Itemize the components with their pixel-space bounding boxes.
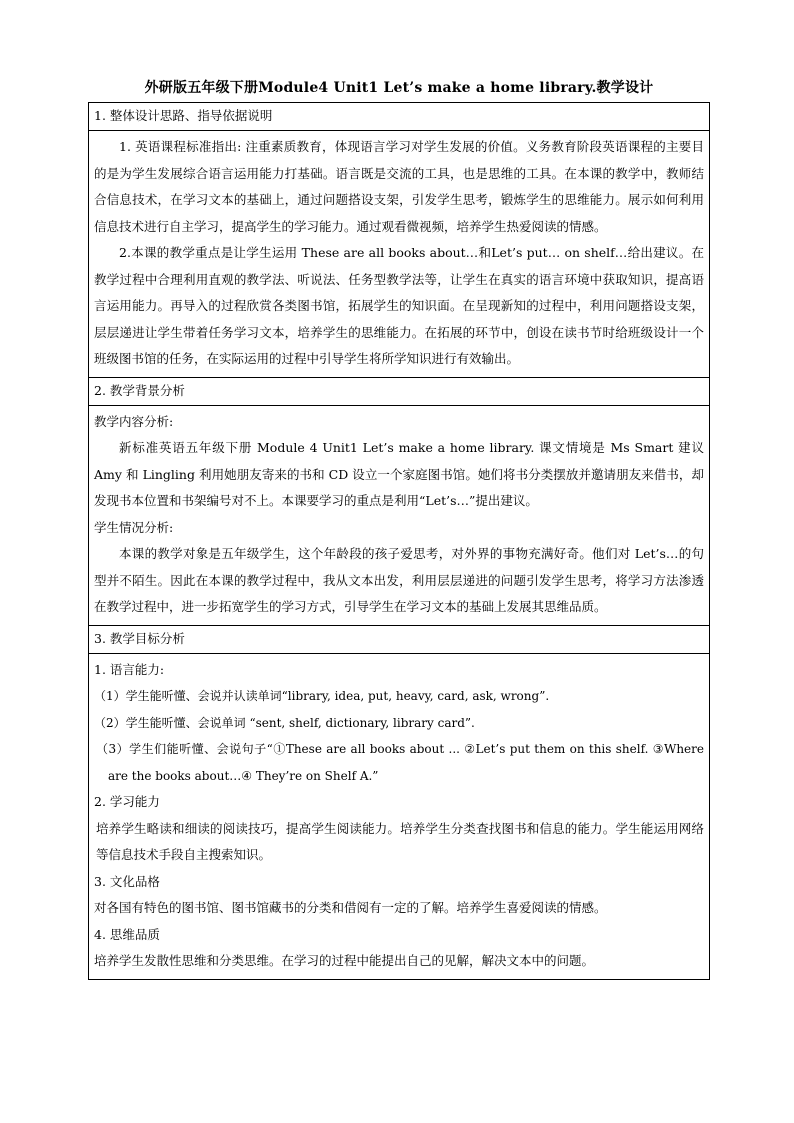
section-1-paragraph: 2.本课的教学重点是让学生运用 These are all books about…和Let’s put… on shelf…给出建议。在教学过程中合理利用直观的教学法、听说法、任务型教学法等，让学生在真实的语言环境中获取知识，提高语言运用能力。再导入的过程欣赏各类图书馆，拓展学生的知识面。在呈现新知的过程中，利用问题搭设支架，层层递进让学生带着任务学习文本，培养学生的思维能力。在拓展的环节中，创设在读书节时给班级设计一个班级图书馆的任务，在实际运用的过程中引导学生将所学知识进行有效输出。 (94, 245, 704, 366)
learning-ability-text: 培养学生略读和细读的阅读技巧，提高学生阅读能力。培养学生分类查找图书和信息的能力。学生能运用网络等信息技术手段自主搜索知识。 (96, 820, 704, 862)
thinking-label: 4. 思维品质 (94, 926, 160, 942)
content-analysis-text: 新标准英语五年级下册 Module 4 Unit1 Let’s make a home library. 课文情境是 Ms Smart 建议 Amy 和 Lingling 利用她朋友寄来的书和 CD 设立一个家庭图书馆。她们将书分类摆放并邀请朋友来借书，却发现书本位置和书架编号对不上。本课要学习的重点是利用“Let’s…”提出建议。 (94, 440, 704, 508)
document-title: 外研版五年级下册Module4 Unit1 Let’s make a home library.教学设计 (144, 80, 654, 96)
content-analysis-label: 教学内容分析: (94, 413, 174, 429)
section-3-heading: 3. 教学目标分析 (89, 625, 710, 653)
learning-ability-label: 2. 学习能力 (94, 794, 160, 809)
section-3-body (89, 653, 710, 979)
section-1-body (89, 131, 710, 378)
thinking-text: 培养学生发散性思维和分类思维。在学习的过程中能提出自己的见解，解决文本中的问题。 (94, 953, 595, 968)
language-ability-label: 1. 语言能力: (94, 661, 165, 677)
section-1-heading: 1. 整体设计思路、指导依据说明 (89, 103, 710, 131)
culture-label: 3. 文化品格 (94, 873, 160, 889)
section-2-body (89, 405, 710, 625)
culture-text: 对各国有特色的图书馆、图书馆藏书的分类和借阅有一定的了解。培养学生喜爱阅读的情感。 (94, 900, 607, 915)
objective-item: （3）学生们能听懂、会说句子“①These are all books about ... ②Let’s put them on this shelf. ③Where are the books about…④ They’re on Shelf A.” (96, 742, 704, 783)
section-1-paragraph: 1. 英语课程标准指出: 注重素质教育，体现语言学习对学生发展的价值。义务教育阶段英语课程的主要目的是为学生发展综合语言运用能力打基础。语言既是交流的工具，也是思维的工具。在本课的教学中，教师结合信息技术，在学习文本的基础上，通过问题搭设支架，引发学生思考，锻炼学生的思维能力。展示如何利用信息技术进行自主学习，提高学生的学习能力。通过观看微视频，培养学生热爱阅读的情感。 (94, 139, 704, 234)
objective-item: （2）学生能听懂、会说单词 “sent, shelf, dictionary, library card”. (94, 715, 475, 730)
objective-item: （1）学生能听懂、会说并认读单词“library, idea, put, heavy, card, ask, wrong”. (94, 689, 550, 703)
student-analysis-text: 本课的教学对象是五年级学生，这个年龄段的孩子爱思考，对外界的事物充满好奇。他们对 Let’s…的句型并不陌生。因此在本课的教学过程中，我从文本出发，利用层层递进的问题引发学生思考，将学习方法渗透在教学过程中，进一步拓宽学生的学习方式，引导学生在学习文本的基础上发展其思维品质。 (94, 546, 704, 614)
section-2-heading: 2. 教学背景分析 (89, 377, 710, 405)
student-analysis-label: 学生情况分析: (94, 519, 174, 535)
lesson-plan-table (88, 102, 710, 980)
